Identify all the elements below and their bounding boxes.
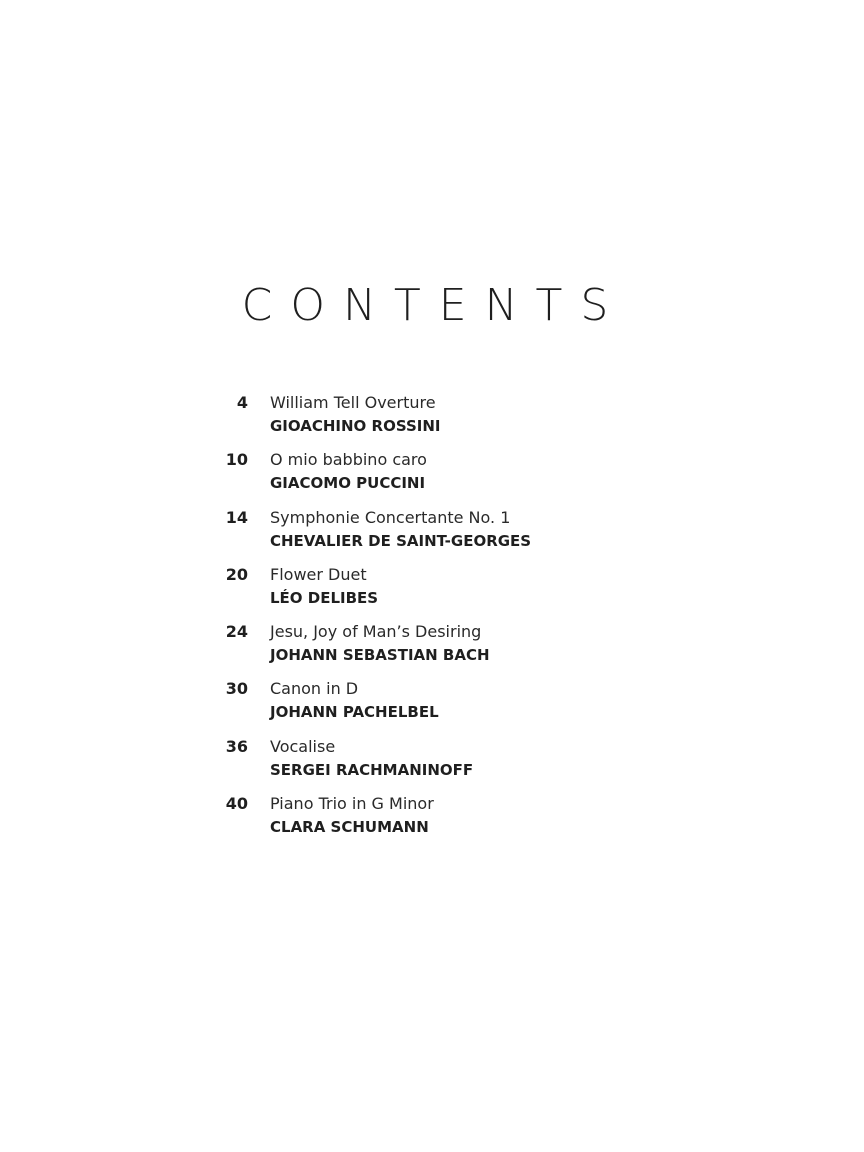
- page-number: 14: [225, 507, 248, 527]
- composer-name: GIOACHINO ROSSINI: [270, 417, 441, 435]
- work-title: Canon in D: [270, 679, 359, 699]
- work-title: Vocalise: [270, 736, 336, 756]
- page-number: 30: [225, 679, 248, 699]
- work-title: O mio babbino caro: [270, 450, 427, 470]
- page-title: CONTENTS: [241, 280, 627, 331]
- work-title: Flower Duet: [270, 564, 367, 584]
- composer-name: CHEVALIER DE SAINT-GEORGES: [270, 531, 532, 550]
- page-number: 10: [225, 450, 248, 470]
- toc-entry[interactable]: [0, 390, 864, 447]
- page-number: 40: [225, 794, 248, 814]
- composer-name: CLARA SCHUMANN: [270, 818, 429, 837]
- composer-name: SERGEI RACHMANINOFF: [270, 760, 474, 779]
- composer-name: GIACOMO PUCCINI: [270, 474, 426, 493]
- table-of-contents: [0, 390, 864, 848]
- work-title: William Tell Overture: [270, 393, 436, 412]
- composer-name: JOHANN SEBASTIAN BACH: [270, 646, 490, 665]
- toc-entry[interactable]: [0, 562, 864, 619]
- toc-entry[interactable]: [0, 734, 864, 791]
- page-number: 36: [225, 736, 248, 756]
- composer-name: JOHANN PACHELBEL: [270, 703, 439, 722]
- work-title: Jesu, Joy of Man’s Desiring: [270, 622, 482, 642]
- page-number: 24: [225, 622, 248, 642]
- work-title: Symphonie Concertante No. 1: [270, 507, 511, 527]
- toc-entry[interactable]: [0, 619, 864, 676]
- page-number: 20: [225, 564, 248, 584]
- toc-entry[interactable]: [0, 676, 864, 733]
- toc-entry[interactable]: [0, 791, 864, 848]
- toc-entry[interactable]: [0, 447, 864, 504]
- work-title: Piano Trio in G Minor: [270, 794, 434, 814]
- composer-name: LÉO DELIBES: [270, 588, 379, 607]
- toc-entry[interactable]: [0, 505, 864, 562]
- page-number: 4: [236, 393, 248, 412]
